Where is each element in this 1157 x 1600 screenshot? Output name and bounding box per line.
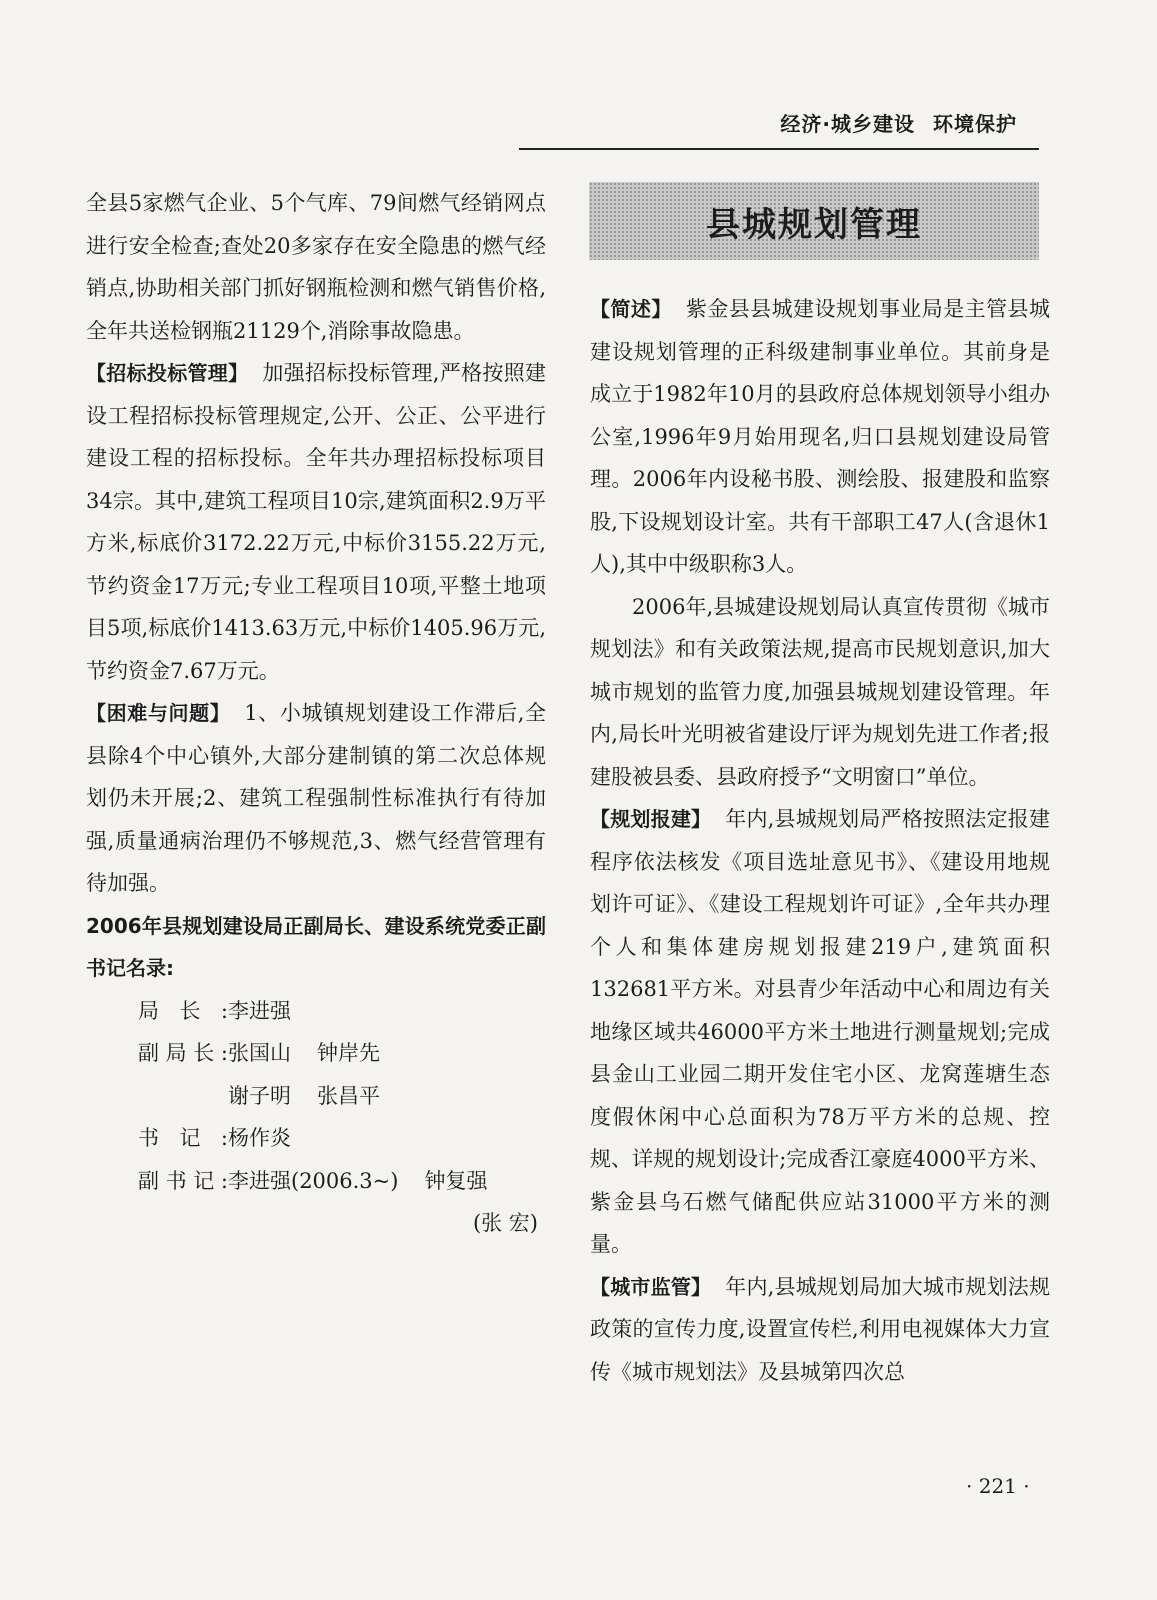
bidding-paragraph xyxy=(86,352,546,692)
header-section: 经济·城乡建设 xyxy=(780,112,915,136)
roster-name: 李进强(2006.3~) xyxy=(228,1168,399,1193)
section-title: 县城规划管理 xyxy=(706,204,922,245)
supervision-tag: 【城市监管】 xyxy=(590,1274,712,1299)
overview-text: 紫金县县城建设规划事业局是主管县城建设规划管理的正科级建制事业单位。其前身是成立于1982年10月的县政府总体规划领导小组办公室,1996年9月始用现名,归口县规划建设局管理。2006年内设秘书股、测绘股、报建股和监察股,下设规划设计室。共有干部职工47人(含退休1人),其中中级职称3人。 xyxy=(590,297,1051,576)
roster-name: 李进强 xyxy=(228,998,291,1023)
roster-role: 局长: xyxy=(138,998,228,1023)
header-rule xyxy=(519,148,1039,150)
continued-paragraph: 全县5家燃气企业、5个气库、79间燃气经销网点进行安全检查;查处20多家存在安全隐患的燃气经销点,协助相关部门抓好钢瓶检测和燃气销售价格,全年共送检钢瓶21129个,消除事故隐患。 xyxy=(86,191,546,343)
roster xyxy=(86,990,546,1203)
roster-name: 张昌平 xyxy=(317,1083,380,1108)
bidding-text: 加强招标投标管理,严格按照建设工程招标投标管理规定,公开、公正、公平进行建设工程的招标投标。全年共办理招标投标项目34宗。其中,建筑工程项目10宗,建筑面积2.9万平方米,标底价3172.22万元,中标价3155.22万元,节约资金17万元;专业工程项目10项,平整土地项目5项,标底价1413.63万元,中标价1405.96万元,节约资金7.67万元。 xyxy=(86,361,546,683)
overview-paragraph xyxy=(590,288,1050,586)
roster-name: 谢子明 xyxy=(228,1083,291,1108)
planning-paragraph xyxy=(590,798,1050,1266)
roster-name: 钟复强 xyxy=(424,1168,488,1193)
roster-role: 副局长: xyxy=(138,1041,228,1065)
roster-name: 钟岸先 xyxy=(317,1041,380,1065)
right-column xyxy=(590,288,1050,1393)
roster-name: 张国山 xyxy=(228,1041,291,1065)
section-title-box xyxy=(589,182,1039,260)
overview-paragraph-2: 2006年,县城建设规划局认真宣传贯彻《城市规划法》和有关政策法规,提高市民规划意识,加大城市规划的监管力度,加强县城规划建设管理。年内,局长叶光明被省建设厅评为规划先进工作者;报建股被县委、县政府授予“文明窗口”单位。 xyxy=(590,594,1050,789)
roster-row-deputy-cont xyxy=(86,1075,546,1118)
author-credit: (张 宏) xyxy=(472,1211,538,1235)
bidding-tag: 【招标投标管理】 xyxy=(86,361,249,385)
roster-title: 2006年县规划建设局正副局长、建设系统党委正副书记名录: xyxy=(86,913,546,980)
header-subsection: 环境保护 xyxy=(933,112,1017,136)
roster-name: 杨作炎 xyxy=(228,1126,291,1150)
roster-role: 书记: xyxy=(138,1126,228,1150)
problems-text: 1、小城镇规划建设工作滞后,全县除4个中心镇外,大部分建制镇的第二次总体规划仍未开展;2、建筑工程强制性标准执行有待加强,质量通病治理仍不够规范,3、燃气经营管理有待加强。 xyxy=(86,701,546,895)
roster-row-director xyxy=(86,990,546,1033)
roster-role: 副书记: xyxy=(138,1168,228,1193)
supervision-text: 年内,县城规划局加大城市规划法规政策的宣传力度,设置宣传栏,利用电视媒体大力宣传《城市规划法》及县城第四次总 xyxy=(590,1274,1050,1384)
roster-row-deputy xyxy=(86,1032,546,1075)
planning-tag: 【规划报建】 xyxy=(590,807,712,831)
left-column xyxy=(86,182,546,1245)
page-number: · 221 · xyxy=(966,1474,1030,1498)
roster-row-secretary xyxy=(86,1117,546,1160)
problems-tag: 【困难与问题】 xyxy=(86,701,231,725)
supervision-paragraph xyxy=(590,1266,1050,1394)
roster-row-deputy-secretary xyxy=(86,1160,546,1203)
running-header xyxy=(780,108,1017,137)
overview-tag: 【简述】 xyxy=(590,297,672,321)
problems-paragraph xyxy=(86,692,546,905)
planning-text: 年内,县城规划局严格按照法定报建程序依法核发《项目选址意见书》、《建设用地规划许可证》、《建设工程规划许可证》,全年共办理个人和集体建房规划报建219户,建筑面积132681平方米。对县青少年活动中心和周边有关地缘区域共46000平方米土地进行测量规划;完成县金山工业园二期开发住宅小区、龙窝莲塘生态度假休闲中心总面积为78万平方米的总规、控规、详规的规划设计;完成香江豪庭4000平方米、紫金县乌石燃气储配供应站31000平方米的测量。 xyxy=(590,807,1050,1256)
